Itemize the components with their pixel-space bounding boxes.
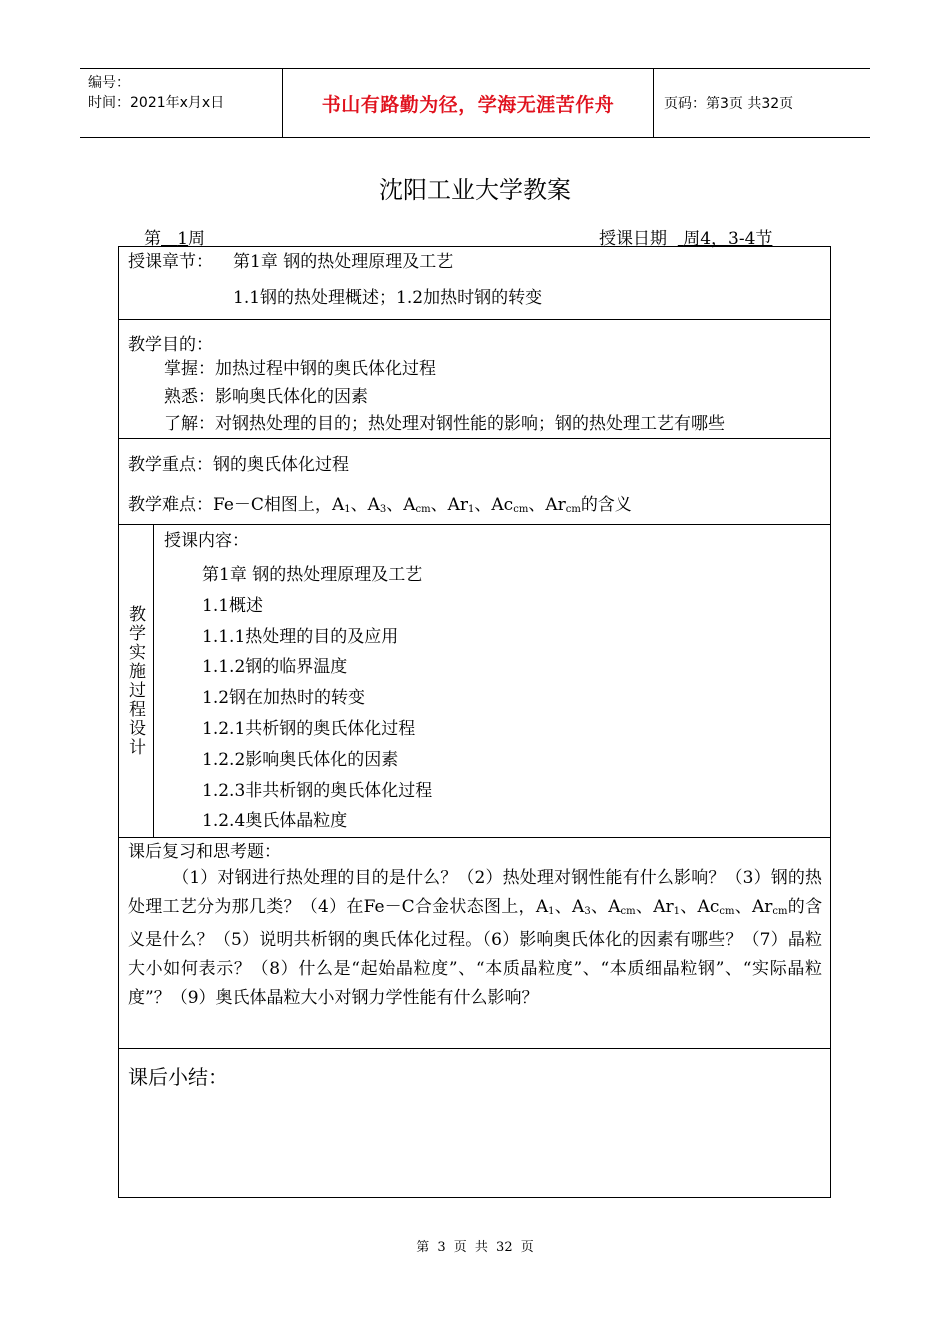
review-questions — [128, 864, 822, 1013]
date-value-text: 周4，3-4节 — [683, 229, 773, 249]
term-separator: 、 — [350, 495, 368, 515]
difficulty-prefix: 教学难点：Fe－C相图上， — [128, 495, 332, 515]
process-side-label-cell — [118, 524, 154, 837]
term-separator: 、 — [386, 495, 404, 515]
term: $Ac_{cm}$ — [697, 896, 735, 917]
document-header — [80, 68, 870, 138]
process-item: 1.1.1热处理的目的及应用 — [202, 626, 399, 647]
header-page-code: 页码：第3页 共32页 — [664, 96, 794, 112]
page-title: 沈阳工业大学教案 — [379, 176, 571, 204]
focus-text: 教学重点：钢的奥氏体化过程 — [128, 455, 349, 475]
process-side-label: 教学实施过程设计 — [125, 604, 145, 757]
number-label: 编号： — [88, 75, 130, 91]
time-label: 时间：2021年x月x日 — [88, 95, 225, 111]
process-item: 1.2.1共析钢的奥氏体化过程 — [202, 719, 416, 739]
week-suffix: 周 — [188, 229, 206, 249]
term: $Ac_{cm}$ — [491, 495, 529, 515]
objective-understand: 了解：对钢热处理的目的；热处理对钢性能的影响；钢的热处理工艺有哪些 — [164, 414, 725, 434]
header-motto-cell — [282, 69, 654, 137]
term-separator: 、 — [635, 896, 654, 917]
process-item: 1.2钢在加热时的转变 — [202, 688, 366, 709]
process-item: 1.1.2钢的临界温度 — [202, 657, 348, 678]
process-item: 第1章 钢的热处理原理及工艺 — [202, 565, 423, 585]
term: $Ar_{cm}$ — [752, 896, 788, 917]
summary-heading: 课后小结： — [128, 1065, 228, 1089]
term: $A_{cm}$ — [608, 896, 636, 917]
process-item: 1.2.3非共析钢的奥氏体化过程 — [202, 780, 433, 801]
term-separator: 、 — [528, 495, 546, 515]
term-separator: 、 — [679, 896, 698, 917]
header-motto: 书山有路勤为径，学海无涯苦作舟 — [321, 93, 615, 116]
term: $Ar_1$ — [447, 495, 475, 515]
process-item: 1.2.2影响奥氏体化的因素 — [202, 749, 399, 770]
term: $Ar_{cm}$ — [545, 495, 581, 515]
key-points-section — [118, 438, 831, 525]
review-terms — [536, 897, 788, 917]
objectives-heading: 教学目的： — [128, 335, 213, 355]
term: $A_{cm}$ — [403, 495, 431, 515]
process-item: 1.2.4奥氏体晶粒度 — [202, 811, 348, 832]
chapter-title: 第1章 钢的热处理原理及工艺 — [233, 252, 454, 272]
term: $A_1$ — [535, 896, 555, 917]
page-footer: 第 3 页 共 32 页 — [416, 1240, 534, 1255]
date-label: 授课日期 — [599, 229, 667, 249]
difficulty-text — [128, 494, 632, 521]
term-separator: 、 — [554, 896, 573, 917]
term-separator: 、 — [590, 896, 609, 917]
review-text-after: 的含义是什么？（5）说明共析钢的奥氏体化过程。（6）影响奥氏体化的因素有哪些？（7）晶粒大小如何表示？（8）什么是“起始晶粒度”、“本质晶粒度”、“本质细晶粒钢”、“实际晶粒度”？（9）奥氏体晶粒大小对钢力学性能有什么影响？ — [128, 896, 823, 1008]
chapter-label: 授课章节： — [128, 252, 213, 272]
chapter-section — [118, 246, 831, 320]
week-number: 1 — [177, 229, 189, 249]
content-label: 授课内容： — [164, 531, 249, 551]
review-heading: 课后复习和思考题： — [128, 842, 281, 862]
objective-master: 掌握：加热过程中钢的奥氏体化过程 — [164, 359, 436, 379]
objectives-section — [118, 319, 831, 439]
review-text-before: （1）对钢进行热处理的目的是什么？（2）热处理对钢性能有什么影响？（3）钢的热处理工艺分为那几类？（4）在Fe－C合金状态图上， — [128, 868, 822, 917]
term: $A_3$ — [367, 495, 387, 515]
difficulty-suffix: 的含义 — [580, 495, 632, 515]
term: $Ar_1$ — [653, 896, 680, 917]
header-meta — [80, 69, 282, 137]
term-separator: 、 — [734, 896, 753, 917]
term: $A_1$ — [331, 495, 351, 515]
week-prefix: 第 — [144, 229, 161, 249]
chapter-sections: 1.1钢的热处理概述；1.2加热时钢的转变 — [233, 288, 543, 308]
difficulty-terms — [332, 495, 581, 515]
term-separator: 、 — [474, 495, 492, 515]
objective-familiar: 熟悉：影响奥氏体化的因素 — [164, 387, 368, 407]
process-item: 1.1概述 — [202, 595, 264, 616]
term-separator: 、 — [430, 495, 448, 515]
term: $A_3$ — [572, 896, 591, 917]
